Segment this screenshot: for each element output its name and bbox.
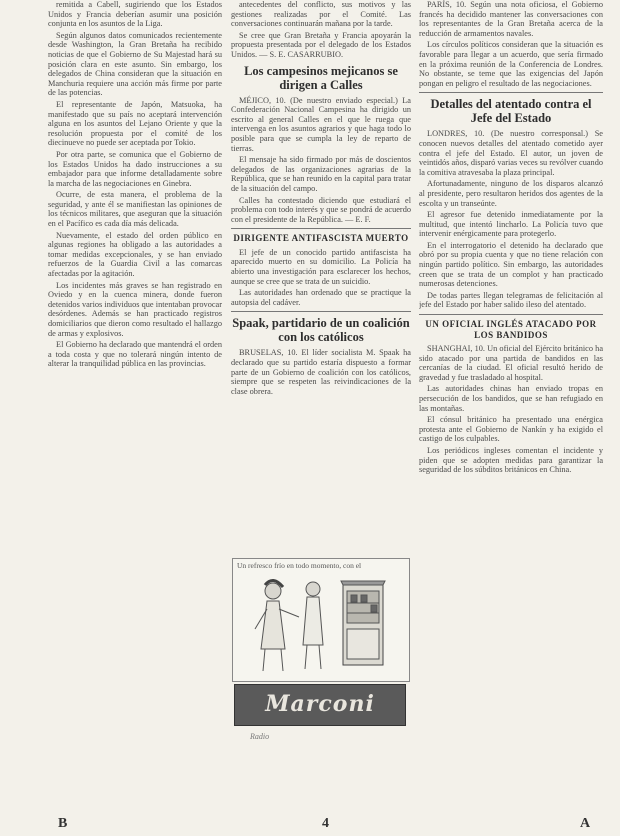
- col1-paragraph: Por otra parte, se comunica que el Gobierno de los Estados Unidos ha dado instrucciones a su embajador para que informe detalladamente sobre la marcha de las negociaciones en Ginebra.: [48, 149, 222, 188]
- col1-paragraph: Según algunos datos comunicados recientemente desde Washington, la Gran Bretaña ha recibido noticias de que el Gobierno de Su Majestad hará su posición clara en este asunto. Sin embargo, los delegados de China consideran que la situación en Manchuria requiere una acción más firme por parte de las potencias.: [48, 30, 222, 98]
- col1-paragraph: Ocurre, de esta manera, el problema de la seguridad, y ante él se manifiestan las opiniones de los técnicos militares, que aseguran que la situación en el Pacífico es cada día más delicada.: [48, 190, 222, 229]
- column-3: [419, 0, 603, 700]
- col1-paragraph: Nuevamente, el estado del orden público en algunas regiones ha obligado a las autoridades a tomar medidas excepcionales, y se han enviado refuerzos de la Guardia Civil a las comarcas afectadas por la agitación.: [48, 230, 222, 279]
- ad-caption: Un refresco frío en todo momento, con el: [237, 561, 362, 570]
- column-2: [231, 0, 411, 560]
- refrigerator-ad-drawing: [233, 559, 409, 681]
- story-paragraph: En el interrogatorio el detenido ha declarado que obró por su propia cuenta y que no tiene relación con ningún partido político. Sin embargo, las autoridades creen que se trata de un complot y han practicado numerosas detenciones.: [419, 240, 603, 289]
- story-paragraph: El mensaje ha sido firmado por más de doscientos delegados de las organizaciones agrarias de la República, que se han reunido en la capital para tratar de la situación del campo.: [231, 155, 411, 193]
- story-paragraph: Calles ha contestado diciendo que estudiará el problema con todo interés y que se pondrá de acuerdo con el presidente de la República. — E. F.: [231, 195, 411, 224]
- headline-dirigente: DIRIGENTE ANTIFASCISTA MUERTO: [233, 233, 409, 244]
- story-paragraph: El cónsul británico ha presentado una enérgica protesta ante el Gobierno de Nankín y ha exigido el castigo de los culpables.: [419, 415, 603, 444]
- footer-mark-center: 4: [322, 816, 329, 831]
- story-paragraph: Los periódicos ingleses comentan el incidente y piden que se adopten medidas para garantizar la seguridad de los súbditos británicos en China.: [419, 445, 603, 475]
- story-paragraph: El agresor fue detenido inmediatamente por la multitud, que intentó lincharlo. La Policía tuvo que intervenir enérgicamente para protegerlo.: [419, 210, 603, 239]
- headline-campesinos: Los campesinos mejicanos se dirigen a Calles: [244, 63, 398, 92]
- col1-paragraph: El Gobierno ha declarado que mantendrá el orden a toda costa y que no tolerará ningún intento de alterar la tranquilidad pública en las provincias.: [48, 340, 222, 369]
- story-paragraph: Afortunadamente, ninguno de los disparos alcanzó al presidente, pero resultaron heridos dos agentes de la escolta y un transeúnte.: [419, 179, 603, 208]
- brand-banner: [234, 684, 406, 726]
- divider: [231, 311, 411, 312]
- col3-intro-paragraph: PARÍS, 10. Según una nota oficiosa, el Gobierno francés ha decidido mantener las conversaciones con los representantes de la Gran Bretaña acerca de la reducción de armamentos navales.: [419, 0, 603, 38]
- footer-mark-left: B: [58, 816, 68, 831]
- headline-oficial: UN OFICIAL INGLÉS ATACADO POR LOS BANDIDOS: [425, 319, 597, 340]
- divider: [419, 92, 603, 93]
- col1-paragraph: El representante de Japón, Matsuoka, ha manifestado que su país no aceptará intervención alguna en los asuntos del Lejano Oriente y que la resolución propuesta por el comité de los diecinueve no puede ser aceptada por Tokio.: [48, 99, 222, 148]
- story-paragraph: Las autoridades han ordenado que se practique la autopsia del cadáver.: [231, 288, 411, 307]
- headline-spaak: Spaak, partidario de un coalición con los católicos: [232, 316, 410, 345]
- divider: [419, 314, 603, 315]
- story-paragraph: El jefe de un conocido partido antifascista ha aparecido muerto en su domicilio. La Policía ha abierto una investigación para esclarecer los hechos, aunque se cree que se trata de un suicidio.: [231, 247, 411, 286]
- col2-intro-paragraph: antecedentes del conflicto, sus motivos y las gestiones realizadas por el Comité. Las conversaciones continuarán mañana por la tarde.: [231, 0, 411, 29]
- col3-intro-paragraph: Los círculos políticos consideran que la situación es favorable para llegar a un acuerdo, que sería firmado en la próxima reunión de la Conferencia de Londres. No obstante, se teme que las exigencias del Japón pongan en peligro el resultado de las negociaciones.: [419, 40, 603, 88]
- col1-paragraph: remitida a Cabell, sugiriendo que los Estados Unidos y Francia deberían asumir una posición conjunta en los asuntos de la Liga.: [48, 0, 222, 29]
- brand-name: Marconi: [265, 691, 375, 717]
- footer-mark-right: A: [580, 816, 591, 831]
- ad-script-line: Radio: [250, 732, 270, 741]
- story-paragraph: BRUSELAS, 10. El líder socialista M. Spaak ha declarado que su partido estaría dispuesto a formar parte de un Gobierno de coalición con los católicos, siempre que se respeten las reivindicaciones de la clase obrera.: [231, 348, 411, 396]
- story-paragraph: SHANGHAI, 10. Un oficial del Ejército británico ha sido atacado por una partida de bandidos en las cercanías de la ciudad. El oficial resultó herido de gravedad y fue trasladado al hospital.: [419, 344, 603, 382]
- col2-intro-paragraph: Se cree que Gran Bretaña y Francia apoyarán la propuesta presentada por el delegado de los Estados Unidos. — S. E. CASARRUBIO.: [231, 30, 411, 59]
- column-1: [48, 0, 222, 760]
- advertisement-illustration: [232, 558, 410, 682]
- story-paragraph: MÉJICO, 10. (De nuestro enviado especial.) La Confederación Nacional Campesina ha dirigido un escrito al general Calles en el que le ruega que intervenga en los asuntos agrarios y que haga todo lo posible para que se cumpla la ley de reparto de tierras.: [231, 95, 411, 153]
- divider: [231, 228, 411, 229]
- story-paragraph: Las autoridades chinas han enviado tropas en persecución de los bandidos, que se han refugiado en las montañas.: [419, 384, 603, 413]
- story-paragraph: LONDRES, 10. (De nuestro corresponsal.) Se conocen nuevos detalles del atentado cometido ayer contra el jefe del Estado. El autor, un joven de veintidós años, disparó varias veces su revólver cuando la comitiva atravesaba la plaza principal.: [419, 129, 603, 177]
- story-paragraph: De todas partes llegan telegramas de felicitación al jefe del Estado por haber salido ileso del atentado.: [419, 290, 603, 310]
- headline-atentado: Detalles del atentado contra el Jefe del Estado: [430, 97, 592, 126]
- col1-paragraph: Los incidentes más graves se han registrado en Oviedo y en la cuenca minera, donde fueron detenidos varios individuos que intentaban provocar desórdenes. Además se han practicado registros domiciliarios que dieron como resultado el hallazgo de armas y explosivos.: [48, 280, 222, 338]
